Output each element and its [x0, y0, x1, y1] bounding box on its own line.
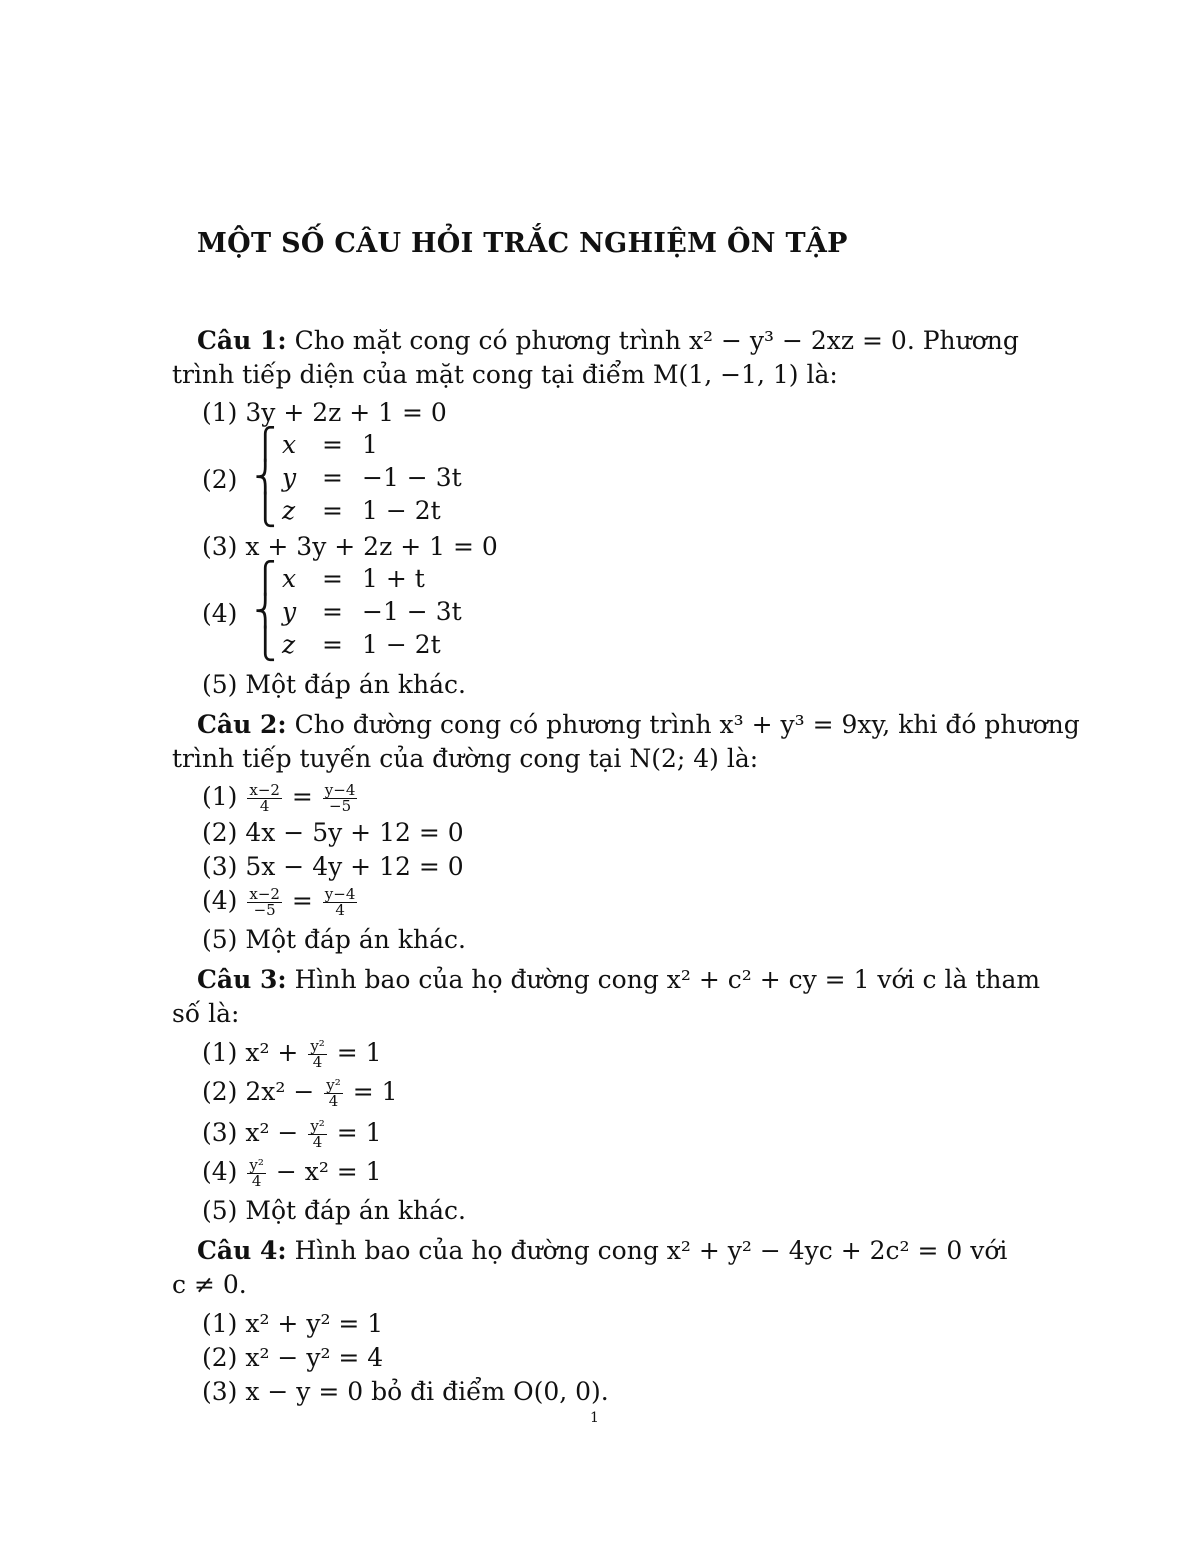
fraction: $\frac{\text{y²}}{4}$	[326, 1076, 341, 1110]
question-4-option-1: (1) x² + y² = 1	[202, 1309, 384, 1338]
question-3-option-2: (2) 2x² − $\frac{\text{y²}}{4}$ = 1	[202, 1076, 398, 1110]
question-3-option-4: (4) $\frac{\text{y²}}{4}$ − x² = 1	[202, 1156, 382, 1190]
question-3-option-3: (3) x² − $\frac{\text{y²}}{4}$ = 1	[202, 1117, 382, 1151]
question-1-label: Câu 1:	[197, 326, 287, 355]
question-2-line-1	[197, 708, 1080, 742]
question-1-option-2-system: ⎧ ⎨ ⎩ x = 1 y = −1 − 3t z = 1 − 2t	[254, 427, 462, 528]
question-2-option-3: (3) 5x − 4y + 12 = 0	[202, 852, 464, 881]
question-3-line-2: số là:	[172, 999, 240, 1028]
question-3-text: Hình bao của họ đường cong x² + c² + cy = 1 với c là tham	[294, 965, 1041, 994]
fraction: $\frac{y-4}{4}$	[324, 885, 356, 919]
question-2-label: Câu 2:	[197, 710, 287, 739]
fraction: $\frac{\text{y²}}{4}$	[310, 1037, 325, 1071]
question-4-label: Câu 4:	[197, 1236, 287, 1265]
question-2-option-2: (2) 4x − 5y + 12 = 0	[202, 818, 464, 847]
question-2-line-2: trình tiếp tuyến của đường cong tại N(2; 4) là:	[172, 744, 759, 773]
question-3-option-1: (1) x² + $\frac{\text{y²}}{4}$ = 1	[202, 1037, 382, 1071]
fraction: $\frac{\text{y²}}{4}$	[249, 1156, 264, 1190]
question-4-line-1	[197, 1234, 1007, 1268]
fraction: $\frac{y-4}{-5}$	[324, 781, 356, 815]
question-1-line-2: trình tiếp diện của mặt cong tại điểm M(1, −1, 1) là:	[172, 360, 838, 389]
page-title: MỘT SỐ CÂU HỎI TRẮC NGHIỆM ÔN TẬP	[197, 228, 848, 259]
question-1-option-2-number: (2)	[202, 465, 238, 494]
question-2-option-4: (4) $\frac{x-2}{-5}$ = $\frac{y-4}{4}$	[202, 885, 356, 919]
question-3-label: Câu 3:	[197, 965, 287, 994]
question-4-line-2: c ≠ 0.	[172, 1270, 247, 1299]
question-1-line-1	[197, 324, 1019, 358]
question-1-option-4-number: (4)	[202, 599, 238, 628]
question-3-option-5: (5) Một đáp án khác.	[202, 1196, 466, 1225]
question-4-text: Hình bao của họ đường cong x² + y² − 4yc + 2c² = 0 với	[294, 1236, 1008, 1265]
question-2-text: Cho đường cong có phương trình x³ + y³ = 9xy, khi đó phương	[294, 710, 1080, 739]
question-1-option-3: (3) x + 3y + 2z + 1 = 0	[202, 532, 498, 561]
page-number: 1	[590, 1410, 599, 1426]
fraction: $\frac{x-2}{4}$	[249, 781, 280, 815]
fraction: $\frac{x-2}{-5}$	[249, 885, 280, 919]
question-1-text: Cho mặt cong có phương trình x² − y³ − 2xz = 0. Phương	[294, 326, 1019, 355]
question-4-option-2: (2) x² − y² = 4	[202, 1343, 384, 1372]
question-1-option-4-system: ⎧ ⎨ ⎩ x = 1 + t y = −1 − 3t z = 1 − 2t	[254, 561, 462, 662]
question-4-option-3: (3) x − y = 0 bỏ đi điểm O(0, 0).	[202, 1377, 609, 1406]
question-2-option-5: (5) Một đáp án khác.	[202, 925, 466, 954]
question-3-line-1	[197, 963, 1040, 997]
question-1-option-1: (1) 3y + 2z + 1 = 0	[202, 398, 447, 427]
left-brace-icon: ⎧ ⎨ ⎩	[254, 561, 277, 662]
fraction: $\frac{\text{y²}}{4}$	[310, 1117, 325, 1151]
question-1-option-5: (5) Một đáp án khác.	[202, 670, 466, 699]
question-2-option-1: (1) $\frac{x-2}{4}$ = $\frac{y-4}{-5}$	[202, 781, 356, 815]
left-brace-icon: ⎧ ⎨ ⎩	[254, 427, 277, 528]
